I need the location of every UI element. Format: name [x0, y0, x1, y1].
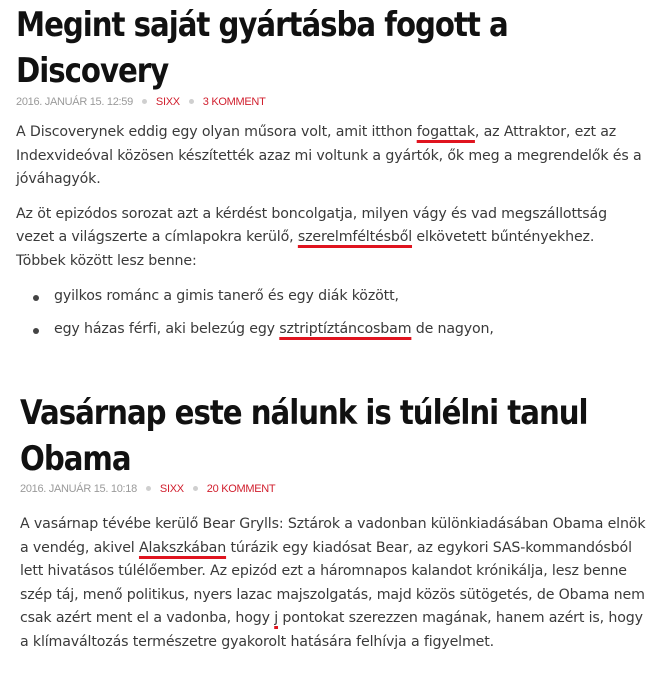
- author-link[interactable]: SIXX: [159, 483, 184, 495]
- separator-dot: [142, 99, 147, 104]
- separator-dot: [146, 486, 151, 491]
- paragraph: Az öt epizódos sorozat azt a kérdést boncolgatja, milyen vágy és vad megszállottság vezet a világszerte a címlapokra kerülő, szerelmféltésből elkövetett bűntényekhez. Többek között lesz benne:: [16, 205, 607, 269]
- paragraph: A Discoverynek eddig egy olyan műsora volt, amit itthon fogattak, az Attraktor, ezt az Indexvideóval közösen készítették azaz mi voltunk a gyártók, ők meg a megrendelők és a jóváhagyók.: [16, 124, 642, 187]
- article-title[interactable]: Vasárnap este nálunk is túlélni tanul Obama: [20, 393, 588, 479]
- article-body: [20, 513, 646, 665]
- paragraph: A vasárnap tévébe kerülő Bear Grylls: Sztárok a vadonban különkiadásában Obama elnök a vendég, akivel Alakszkában túrázik egy kiadósat Bear, az egykori SAS-kommandósból lett hivatásos túlélőember. Az epizód ezt a háromnapos kalandot krónikálja, lesz benne szép táj, menő politikus, nyers lazac majszolgatás, majd közös sütögetés, de Obama nem csak azért ment el a vadonba, hogy j pontokat szerezzen magának, hanem azért is, hogy a klímaváltozás természetre gyakorolt hatására felhívja a figyelmet.: [20, 516, 646, 650]
- spelling-error-mark: j: [274, 610, 279, 626]
- spelling-error-mark: fogattak: [416, 124, 475, 140]
- article-title[interactable]: Megint saját gyártásba fogott a Discovery: [16, 5, 508, 91]
- separator-dot: [189, 99, 194, 104]
- author-link[interactable]: SIXX: [155, 96, 180, 108]
- post-date: 2016. JANUÁR 15. 12:59: [16, 96, 133, 108]
- comments-link[interactable]: 3 KOMMENT: [202, 96, 266, 108]
- spelling-error-mark: sztriptíztáncosbam: [279, 320, 412, 337]
- spelling-error-mark: szerelmféltésből: [297, 229, 413, 245]
- article-body: [16, 121, 646, 341]
- post-date: 2016. JANUÁR 15. 10:18: [20, 483, 137, 495]
- article-meta: [16, 96, 266, 108]
- article-meta: [20, 483, 275, 495]
- comments-link[interactable]: 20 KOMMENT: [206, 483, 276, 495]
- separator-dot: [193, 486, 198, 491]
- bullet-list: [16, 285, 646, 341]
- spelling-error-mark: Alakszkában: [138, 539, 227, 556]
- list-item: egy házas férfi, aki belezúg egy sztriptíztáncosbam de nagyon,: [32, 318, 646, 342]
- list-item: gyilkos románc a gimis tanerő és egy diák között,: [32, 285, 646, 309]
